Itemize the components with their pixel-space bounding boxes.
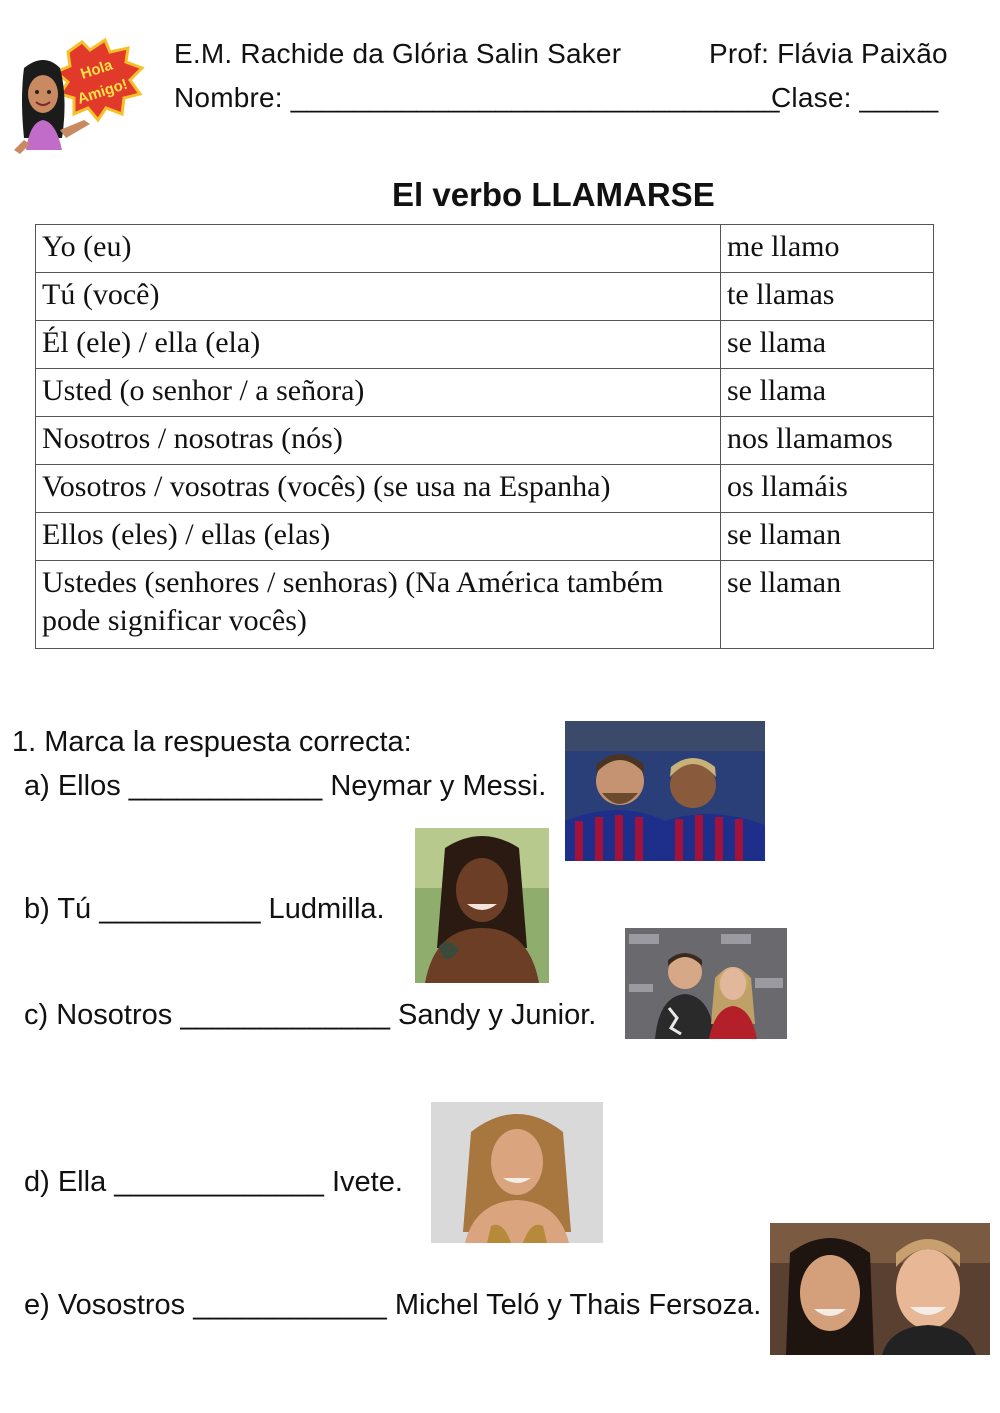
- pronoun-cell: Vosotros / vosotras (vocês) (se usa na Espanha): [36, 465, 721, 513]
- hola-amigo-mascot-logo: [10, 38, 145, 158]
- pronoun-cell: Ellos (eles) / ellas (elas): [36, 513, 721, 561]
- verb-form-cell: me llamo: [721, 225, 934, 273]
- pronoun-cell: Ustedes (senhores / senhoras) (Na América também pode significar vocês): [36, 561, 721, 649]
- teacher-name: Prof: Flávia Paixão: [709, 38, 948, 69]
- photo-michel-thais: [770, 1223, 990, 1355]
- verb-form-cell: te llamas: [721, 273, 934, 321]
- table-row: [36, 465, 934, 513]
- photo-ludmilla: [415, 828, 549, 983]
- verb-form-cell: se llaman: [721, 561, 934, 649]
- page-title: El verbo LLAMARSE: [392, 176, 715, 213]
- verb-form-cell: se llaman: [721, 513, 934, 561]
- class-field-line[interactable]: Clase: _____: [771, 82, 939, 113]
- pronoun-cell: Nosotros / nosotras (nós): [36, 417, 721, 465]
- photo-ivete: [431, 1102, 603, 1243]
- pronoun-cell: Él (ele) / ella (ela): [36, 321, 721, 369]
- table-row: [36, 417, 934, 465]
- table-row: [36, 225, 934, 273]
- exercise-item-a[interactable]: a) Ellos ____________ Neymar y Messi.: [24, 770, 547, 802]
- verb-form-cell: se llama: [721, 321, 934, 369]
- verb-form-cell: nos llamamos: [721, 417, 934, 465]
- table-row: [36, 513, 934, 561]
- pronoun-cell: Tú (você): [36, 273, 721, 321]
- exercise-item-d[interactable]: d) Ella _____________ Ivete.: [24, 1166, 403, 1198]
- verb-form-cell: se llama: [721, 369, 934, 417]
- logo-amigo-text: Amigo!: [75, 75, 130, 108]
- table-row: [36, 273, 934, 321]
- pronoun-cell: Yo (eu): [36, 225, 721, 273]
- speech-bubble-icon: [56, 40, 142, 120]
- name-field-line[interactable]: Nombre: _______________________________: [174, 82, 780, 113]
- pronoun-cell: Usted (o senhor / a señora): [36, 369, 721, 417]
- table-row: [36, 561, 934, 649]
- table-row: [36, 369, 934, 417]
- photo-neymar-messi: [565, 721, 765, 861]
- exercise-heading: 1. Marca la respuesta correcta:: [12, 726, 412, 758]
- photo-sandy-junior: [625, 928, 787, 1039]
- logo-hola-text: Hola: [78, 56, 115, 83]
- school-name: E.M. Rachide da Glória Salin Saker: [174, 38, 622, 69]
- exercise-item-b[interactable]: b) Tú __________ Ludmilla.: [24, 893, 385, 925]
- conjugation-table: [35, 224, 934, 649]
- exercise-item-c[interactable]: c) Nosotros _____________ Sandy y Junior.: [24, 999, 597, 1031]
- exercise-item-e[interactable]: e) Vosostros ____________ Michel Teló y Thais Fersoza.: [24, 1289, 762, 1321]
- table-row: [36, 321, 934, 369]
- verb-form-cell: os llamáis: [721, 465, 934, 513]
